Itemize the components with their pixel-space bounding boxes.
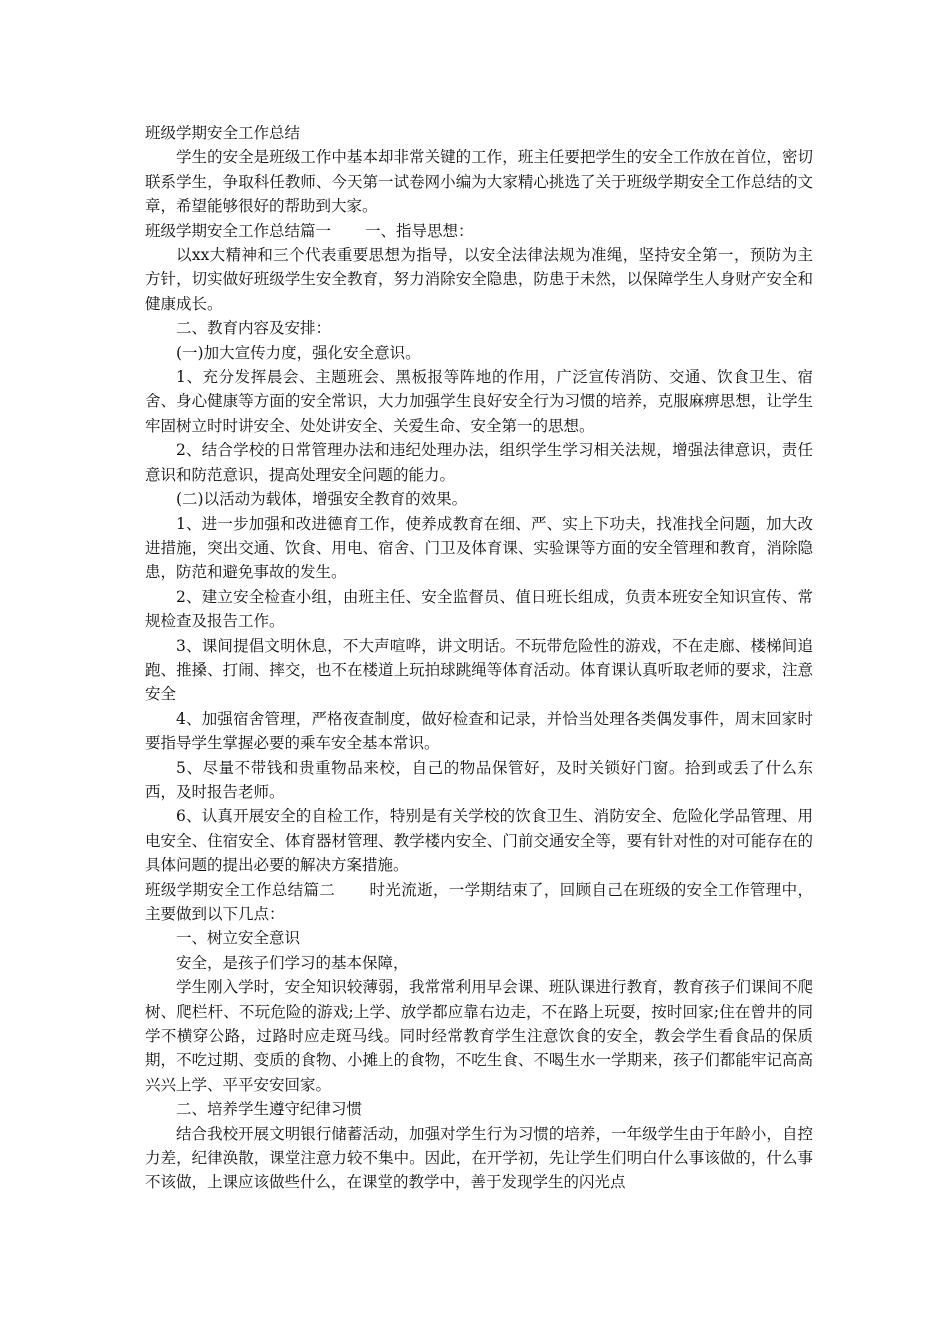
section-heading-part1 (145, 219, 813, 243)
part2-first-line: 时光流逝，一学期结束了，回顾自己在班级的安全工作管理中，主要做到以下几点： (145, 880, 813, 923)
body-paragraph: 结合我校开展文明银行储蓄活动，加强对学生行为习惯的培养，一年级学生由于年龄小，自控力差，纪律涣散，课堂注意力较不集中。因此，在开学初，先让学生们明白什么事该做的，什么事不该做，上课应该做些什么，在课堂的教学中，善于发现学生的闪光点 (145, 1124, 813, 1192)
body-paragraph: 3、课间提倡文明休息，不大声喧哗，讲文明话。不玩带危险性的游戏，不在走廊、楼梯间追跑、推搡、打闹、摔交，也不在楼道上玩拍球跳绳等体育活动。体育课认真听取老师的要求，注意安全 (145, 636, 813, 704)
body-paragraph: 一、树立安全意识 (176, 929, 301, 948)
body-paragraph: (一)加大宣传力度，强化安全意识。 (176, 343, 421, 362)
body-paragraph: 6、认真开展安全的自检工作，特别是有关学校的饮食卫生、消防安全、危险化学品管理、用电安全、住宿安全、体育器材管理、教学楼内安全、门前交通安全等，要有针对性的对可能存在的具体问题的提出必要的解决方案措施。 (145, 807, 813, 875)
part2-heading: 班级学期安全工作总结篇二 (145, 880, 336, 899)
body-paragraph: 1、进一步加强和改进德育工作，使养成教育在细、严、实上下功夫，找准找全问题，加大改进措施，突出交通、饮食、用电、宿舍、门卫及体育课、实验课等方面的安全管理和教育，消除隐患，防范和避免事故的发生。 (145, 514, 813, 582)
body-paragraph: 1、充分发挥晨会、主题班会、黑板报等阵地的作用，广泛宣传消防、交通、饮食卫生、宿舍、身心健康等方面的安全常识，大力加强学生良好安全行为习惯的培养，克服麻痹思想，让学生牢固树立时时讲安全、处处讲安全、关爱生命、安全第一的思想。 (145, 368, 813, 435)
body-paragraph: 2、建立安全检查小组，由班主任、安全监督员、值日班长组成，负责本班安全知识宣传、常规检查及报告工作。 (145, 587, 813, 631)
intro-paragraph: 学生的安全是班级工作中基本却非常关键的工作，班主任要把学生的安全工作放在首位，密切联系学生，争取科任教师、今天第一试卷网小编为大家精心挑选了关于班级学期安全工作总结的文章，希望能够很好的帮助到大家。 (145, 148, 813, 216)
body-paragraph: 学生刚入学时，安全知识较薄弱，我常常利用早会课、班队课进行教育，教育孩子们课间不爬树、爬栏杆、不玩危险的游戏;上学、放学都应靠右边走，不在路上玩耍，按时回家;住在曾井的同学不横穿公路，过路时应走斑马线。同时经常教育学生注意饮食的安全，教会学生看食品的保质期，不吃过期、变质的食物、小摊上的食物，不吃生食、不喝生水一学期来，孩子们都能牢记高高兴兴上学、平平安安回家。 (145, 978, 813, 1094)
part1-first-line: 一、指导思想： (365, 221, 474, 240)
section-heading-part2 (145, 878, 813, 927)
body-paragraph: (二)以活动为载体，增强安全教育的效果。 (176, 490, 468, 509)
body-paragraph: 5、尽量不带钱和贵重物品来校，自己的物品保管好，及时关锁好门窗。拾到或丢了什么东西，及时报告老师。 (145, 758, 813, 801)
part2-body (145, 926, 813, 1194)
body-paragraph: 安全，是孩子们学习的基本保障， (176, 953, 409, 972)
document-page (145, 121, 813, 1195)
part1-body (145, 243, 813, 878)
body-paragraph: 以xx大精神和三个代表重要思想为指导，以安全法律法规为准绳，坚持安全第一，预防为主方针，切实做好班级学生安全教育，努力消除安全隐患，防患于未然，以保障学生人身财产安全和健康成长。 (145, 246, 813, 313)
part1-heading: 班级学期安全工作总结篇一 (145, 221, 332, 240)
body-paragraph: 二、教育内容及安排： (176, 319, 332, 338)
body-paragraph: 4、加强宿舍管理，严格夜查制度，做好检查和记录，并恰当处理各类偶发事件，周末回家时要指导学生掌握必要的乘车安全基本常识。 (145, 709, 813, 753)
document-title: 班级学期安全工作总结 (145, 124, 301, 142)
body-paragraph: 二、培养学生遵守纪律习惯 (176, 1100, 363, 1119)
body-paragraph: 2、结合学校的日常管理办法和违纪处理办法，组织学生学习相关法规，增强法律意识，责任意识和防范意识，提高处理安全问题的能力。 (145, 441, 813, 484)
